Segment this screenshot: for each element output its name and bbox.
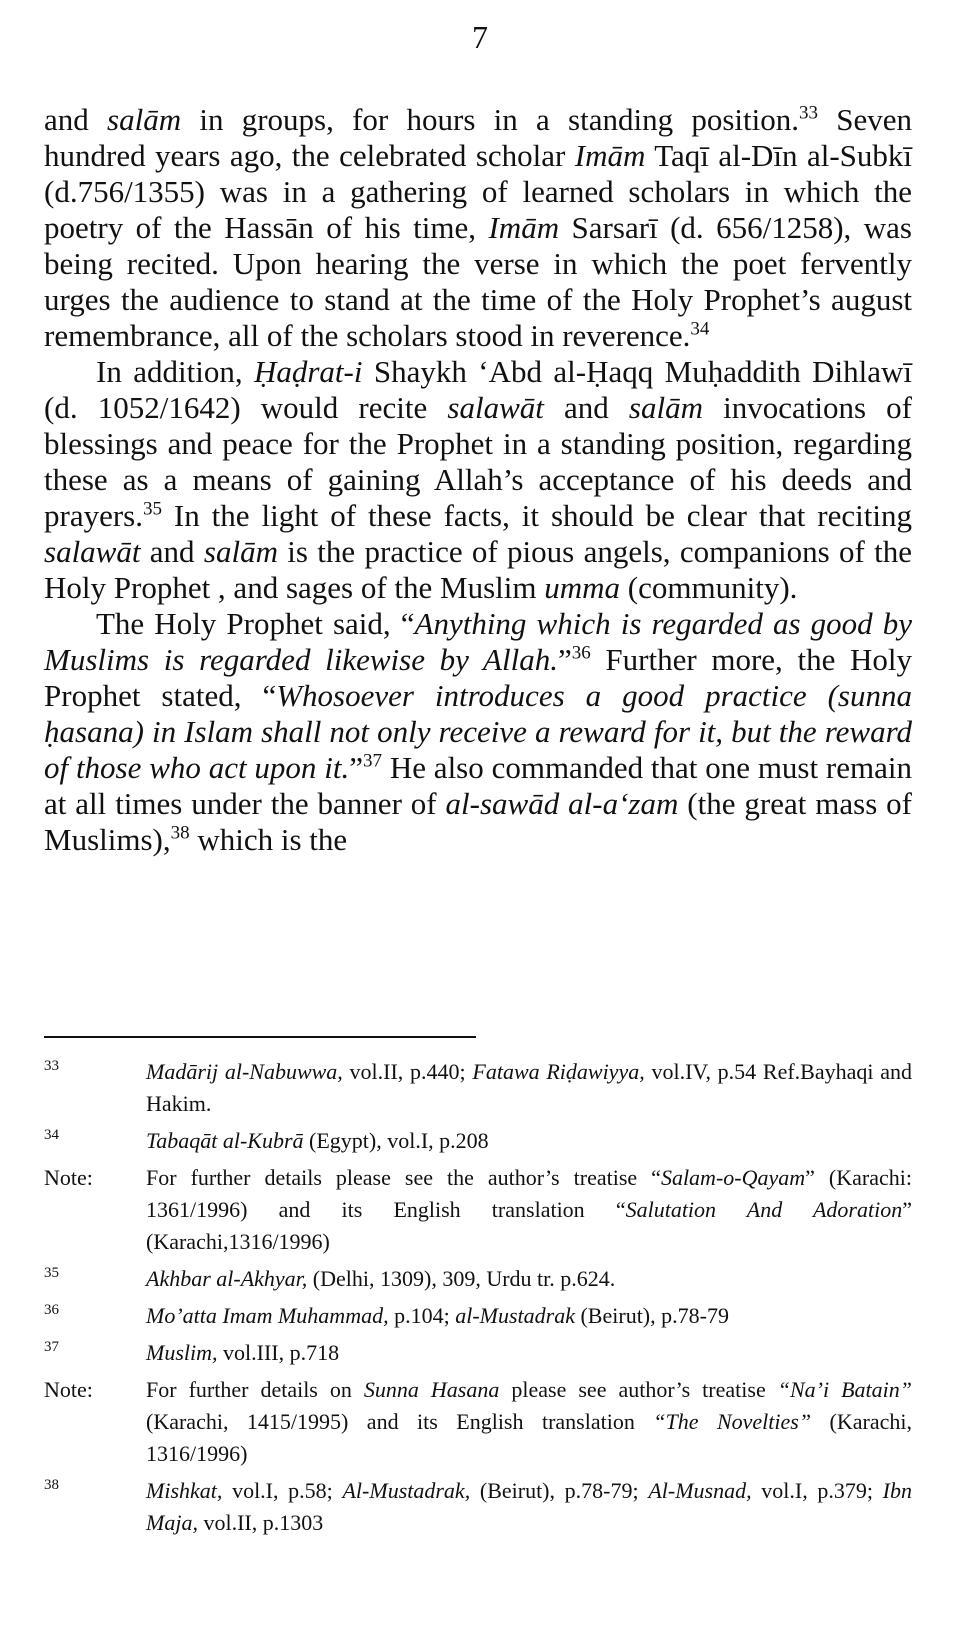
footnote-text <box>146 1162 912 1258</box>
text-run: Taqī al-Dīn al-Subkī (d.756/1355) was in a gathering of learned scholars in which the poetry of the Hassān of his time, <box>44 138 913 245</box>
footnote-marker: 35 <box>44 1265 59 1281</box>
text-run: (Beirut), p.78-79 <box>574 1303 729 1328</box>
italic-text: Salam-o-Qayam <box>660 1165 806 1190</box>
footnote <box>44 1300 912 1332</box>
footnote <box>44 1056 912 1120</box>
italic-text: Ibn Maja, <box>146 1478 912 1535</box>
text-run: in groups, for hours in a standing position. <box>181 102 799 137</box>
footnote-text <box>146 1374 912 1470</box>
text-run: In the light of these facts, it should be clear that reciting <box>161 498 912 533</box>
text-run: (community). <box>620 570 798 605</box>
text-run: (Egypt), vol.I, p.208 <box>303 1128 489 1153</box>
italic-text: Madārij al-Nabuwwa, <box>146 1059 343 1084</box>
italic-text: salawāt <box>447 390 544 425</box>
footnote-text <box>146 1125 912 1157</box>
paragraph <box>44 102 912 354</box>
text-run: vol.III, p.718 <box>217 1340 340 1365</box>
text-run: vol.IV, p.54 Ref.Bayhaqi and Hakim. <box>146 1059 912 1116</box>
italic-text: “The Novelties” <box>653 1409 812 1434</box>
italic-text: Akhbar al-Akhyar, <box>146 1266 308 1291</box>
italic-text: Whosoever introduces a good practice (sunna ḥasana) in Islam shall not only receive a reward for it, but the reward of those who act upon it. <box>44 678 913 785</box>
italic-text: Sunna Hasana <box>363 1377 500 1402</box>
text-run: vol.I, p.58; <box>222 1478 343 1503</box>
italic-text: Mo’atta Imam Muhammad, <box>146 1303 389 1328</box>
italic-text: salām <box>107 102 182 137</box>
text-run: (the great mass of Muslims), <box>44 786 912 857</box>
footnote <box>44 1475 912 1539</box>
italic-text: Mishkat, <box>146 1478 223 1503</box>
italic-text: Fatawa Riḍawiyya, <box>472 1059 645 1084</box>
text-run: and <box>140 534 204 569</box>
text-run: and <box>44 102 108 137</box>
footnote-reference: 37 <box>363 750 382 772</box>
footnotes <box>44 1056 912 1544</box>
italic-text: al-Mustadrak <box>455 1303 575 1328</box>
text-run: (Delhi, 1309), 309, Urdu tr. p.624. <box>307 1266 616 1291</box>
footnote <box>44 1162 912 1258</box>
text-run: vol.II, p.1303 <box>197 1510 324 1535</box>
text-run: ” (Karachi: 1361/1996) and its English translation “ <box>146 1165 912 1222</box>
footnote-text <box>146 1475 912 1539</box>
text-run: is the practice of pious angels, companions of the Holy Prophet , and sages of the Muslim <box>44 534 912 605</box>
paragraph <box>44 354 912 606</box>
footnote-marker: 36 <box>44 1302 59 1318</box>
footnote-reference: 36 <box>571 642 591 664</box>
footnote-text <box>146 1337 912 1369</box>
footnote-marker: Note: <box>44 1377 93 1402</box>
footnote-marker: 37 <box>44 1339 59 1355</box>
footnote-text <box>146 1300 912 1332</box>
footnote-reference: 38 <box>170 822 190 844</box>
page-number: 7 <box>472 19 488 55</box>
text-run: For further details on <box>146 1377 364 1402</box>
footnote-text <box>146 1056 912 1120</box>
text-run: (Karachi, 1415/1995) and its English translation <box>146 1409 654 1434</box>
text-run: The Holy Prophet said, “ <box>96 606 415 641</box>
text-run: Further more, the Holy Prophet stated, “ <box>44 642 913 713</box>
footnote <box>44 1374 912 1470</box>
text-run: ” <box>557 642 572 677</box>
text-run: In addition, <box>96 354 254 389</box>
text-run: vol.I, p.379; <box>751 1478 883 1503</box>
italic-text: Muslim, <box>146 1340 218 1365</box>
footnote-reference: 35 <box>142 498 162 520</box>
footnote-text <box>146 1263 912 1295</box>
text-run: He also commanded that one must remain at all times under the banner of <box>44 750 913 821</box>
body-text <box>44 102 912 858</box>
paragraph <box>44 606 912 858</box>
text-run: please see author’s treatise <box>499 1377 778 1402</box>
italic-text: Salutation And Adoration <box>625 1197 903 1222</box>
footnote <box>44 1125 912 1157</box>
text-run: ” (Karachi,1316/1996) <box>146 1197 912 1254</box>
italic-text: Al-Musnad, <box>648 1478 752 1503</box>
italic-text: Imām <box>574 138 646 173</box>
text-run: Sarsarī (d. 656/1258), was being recited. Upon hearing the verse in which the poet fervently urges the audience to stand at the time of the Holy Prophet’s august remembrance, all of the scholars stood in reverence. <box>44 210 912 353</box>
italic-text: Ḥaḍrat-i <box>253 354 363 389</box>
italic-text: salawāt <box>44 534 141 569</box>
text-run: Seven hundred years ago, the celebrated scholar <box>44 102 912 173</box>
text-run: p.104; <box>388 1303 456 1328</box>
italic-text: Tabaqāt al-Kubrā <box>146 1128 304 1153</box>
footnote-marker: 33 <box>44 1058 59 1074</box>
footnote-marker: 34 <box>44 1127 59 1143</box>
italic-text: umma <box>544 570 621 605</box>
text-run: and <box>543 390 629 425</box>
footnote-marker: 38 <box>44 1477 59 1493</box>
text-run: Shaykh ‘Abd al-Ḥaqq Muḥaddith Dihlawī (d. 1052/1642) would recite <box>44 354 912 425</box>
text-run: (Beirut), p.78-79; <box>470 1478 649 1503</box>
footnote <box>44 1337 912 1369</box>
italic-text: salām <box>203 534 278 569</box>
text-run: ” <box>349 750 363 785</box>
italic-text: Imām <box>488 210 560 245</box>
italic-text: Al-Mustadrak, <box>342 1478 471 1503</box>
footnote-reference: 33 <box>798 102 818 124</box>
text-run: which is the <box>189 822 348 857</box>
footnote-marker: Note: <box>44 1165 93 1190</box>
text-run: For further details please see the author’s treatise “ <box>146 1165 661 1190</box>
text-run: (Karachi, 1316/1996) <box>146 1409 912 1466</box>
text-run: invocations of blessings and peace for the Prophet in a standing position, regarding these as a means of gaining Allah’s acceptance of his deeds and prayers. <box>44 390 913 533</box>
text-run: vol.II, p.440; <box>342 1059 473 1084</box>
italic-text: “Na’i Batain” <box>777 1377 912 1402</box>
footnote-divider <box>44 1036 476 1038</box>
footnote-reference: 34 <box>690 318 710 340</box>
italic-text: salām <box>628 390 703 425</box>
italic-text: Anything which is regarded as good by Muslims is regarded likewise by Allah. <box>44 606 912 677</box>
italic-text: al-sawād al-a‘zam <box>445 786 679 821</box>
footnote <box>44 1263 912 1295</box>
